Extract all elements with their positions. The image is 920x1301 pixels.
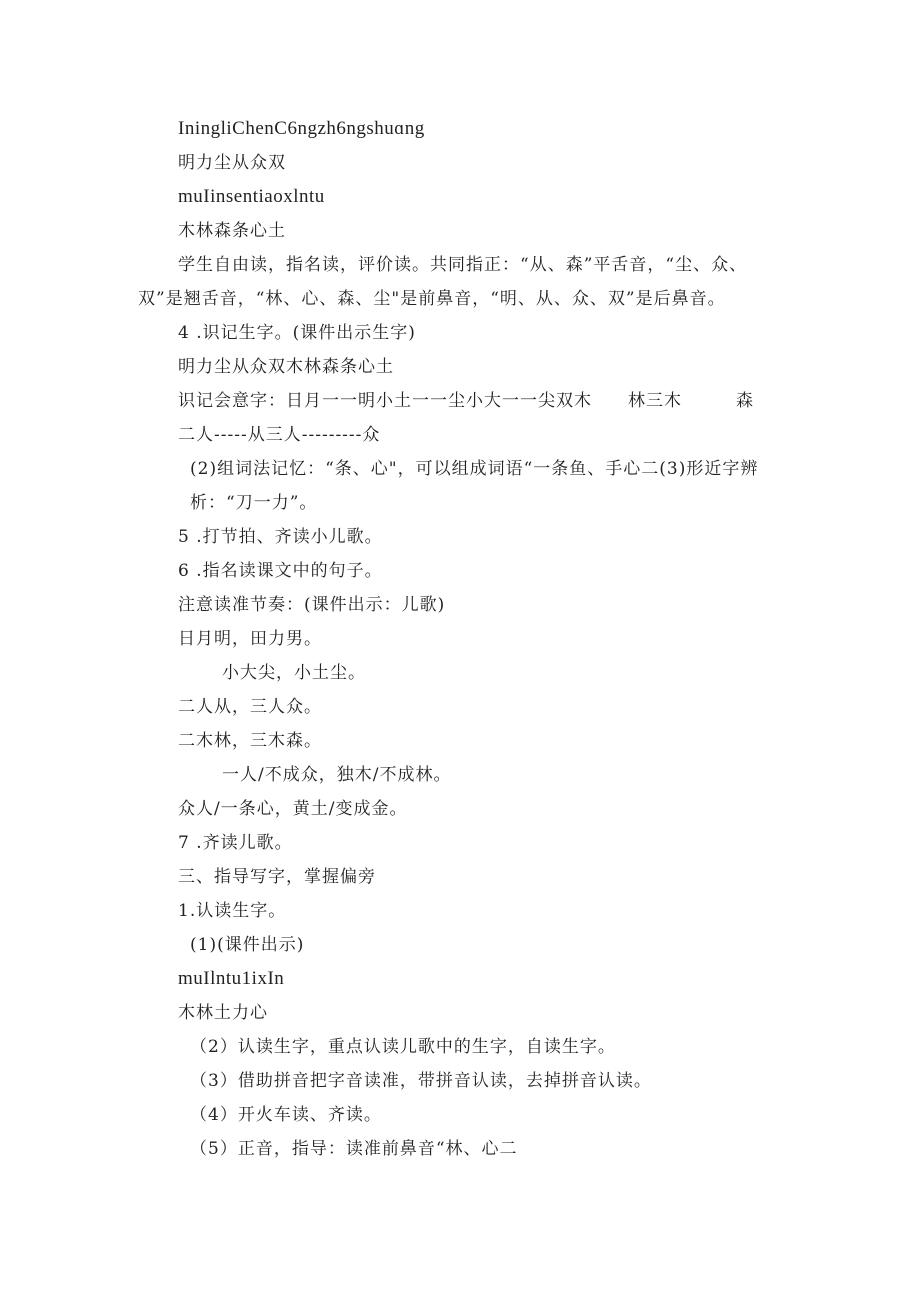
rhyme-line: 众人/一条心，黄土/变成金。	[178, 799, 408, 819]
paragraph-line: （3）借助拼音把字音读准，带拼音认读，去掉拼音认读。	[190, 1071, 652, 1091]
characters-line-2: 木林森条心土	[178, 221, 286, 241]
pinyin-line-3: muIlntu1ixIn	[178, 968, 285, 989]
paragraph-line: 注意读准节奏：(课件出示：儿歌)	[178, 595, 446, 615]
rhyme-line: 日月明，田力男。	[178, 629, 322, 649]
paragraph-line: (2)组词法记忆：“条、心"，可以组成词语“一条鱼、手心二(3)形近字辨	[190, 459, 759, 479]
step-heading-5: 5 .打节拍、齐读小儿歌。	[178, 527, 383, 547]
paragraph-line: (1)(课件出示)	[190, 935, 305, 955]
paragraph-line: 二人-----从三人---------众	[178, 425, 381, 445]
rhyme-line: 二木林，三木森。	[178, 731, 322, 751]
paragraph-line: 双”是翘舌音，“林、心、森、尘"是前鼻音，“明、从、众、双”是后鼻音。	[138, 289, 726, 309]
step-heading-6: 6 .指名读课文中的句子。	[178, 561, 383, 581]
characters-line-1: 明力尘从众双	[178, 153, 286, 173]
paragraph-line: （2）认读生字，重点认读儿歌中的生字，自读生字。	[190, 1037, 616, 1057]
pinyin-line-1: IningliChenC6ngzh6ngshuɑng	[178, 118, 425, 139]
paragraph-line: 学生自由读，指名读，评价读。共同指正：“从、森”平舌音，“尘、众、	[178, 255, 748, 275]
paragraph-line: 识记会意字：日月一一明小土一一尘小大一一尖双木 林三木 森	[178, 391, 754, 411]
step-heading-4: 4 .识记生字。(课件出示生字)	[178, 323, 416, 343]
characters-line-3: 明力尘从众双木林森条心土	[178, 357, 394, 377]
rhyme-line: 小大尖，小土尘。	[222, 663, 366, 683]
rhyme-line: 二人从，三人众。	[178, 697, 322, 717]
step-heading-1: 1.认读生字。	[178, 901, 287, 921]
paragraph-line: 析：“刀一力”。	[190, 493, 318, 513]
pinyin-line-2: muIinsentiaoxlntu	[178, 186, 325, 207]
step-heading-7: 7 .齐读儿歌。	[178, 833, 293, 853]
paragraph-line: （5）正音，指导：读准前鼻音“林、心二	[190, 1139, 518, 1159]
rhyme-line: 一人/不成众，独木/不成林。	[222, 765, 452, 785]
paragraph-line: （4）开火车读、齐读。	[190, 1105, 382, 1125]
characters-line-4: 木林土力心	[178, 1003, 268, 1023]
section-heading: 三、指导写字，掌握偏旁	[178, 867, 376, 887]
